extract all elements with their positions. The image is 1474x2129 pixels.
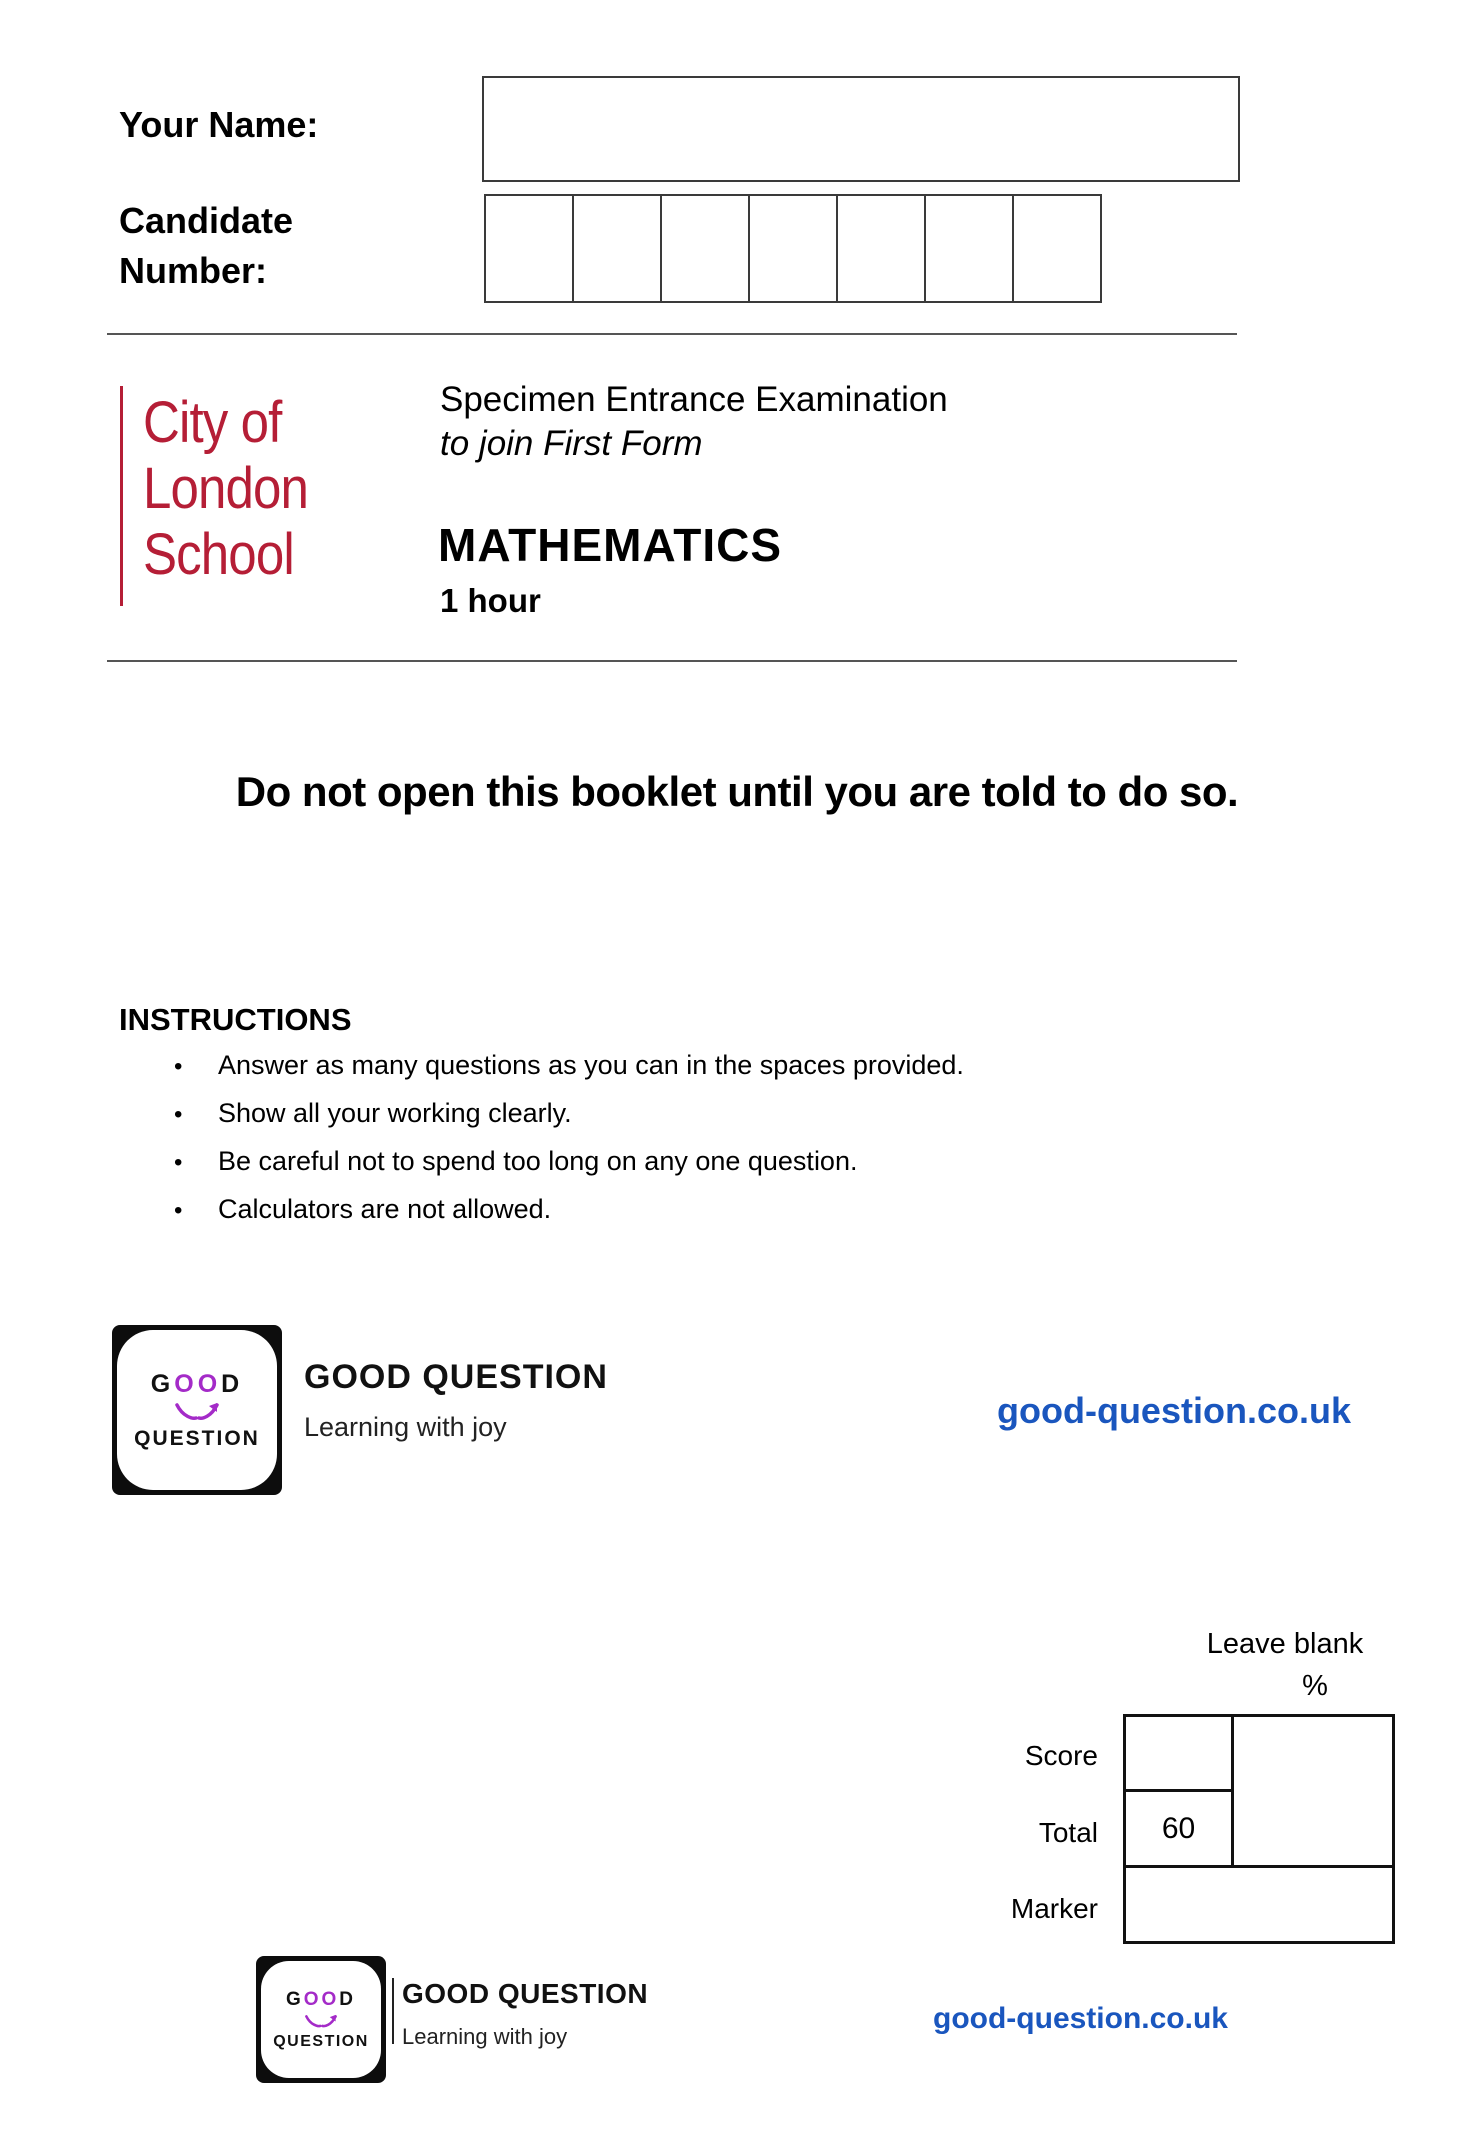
candidate-label-line2: Number:	[119, 250, 268, 291]
bullet-icon: •	[174, 1101, 183, 1128]
exam-title: Specimen Entrance Examination	[440, 380, 948, 419]
instruction-text: Calculators are not allowed.	[218, 1194, 552, 1224]
instruction-item	[174, 1146, 1074, 1177]
school-logo-wordmark	[143, 390, 308, 588]
instruction-text: Show all your working clearly.	[218, 1098, 572, 1128]
leave-blank-label: Leave blank	[1206, 1628, 1364, 1660]
logo-word-good: GOOD	[285, 1988, 357, 2010]
website-link-footer[interactable]: good-question.co.uk	[933, 2002, 1228, 2035]
school-name-line2: London	[143, 456, 309, 521]
good-question-logo-footer	[256, 1956, 386, 2083]
school-name-line1: City of	[143, 390, 282, 455]
good-question-logo-inner	[117, 1330, 277, 1490]
instruction-text: Be careful not to spend too long on any one question.	[218, 1146, 858, 1176]
candidate-number-cell[interactable]	[924, 194, 1014, 303]
percent-value-cell[interactable]	[1231, 1714, 1395, 1868]
candidate-label-line1: Candidate	[119, 200, 294, 241]
candidate-number-cell[interactable]	[572, 194, 662, 303]
logo-word-good: GOOD	[150, 1369, 244, 1398]
exam-subject: MATHEMATICS	[438, 519, 783, 571]
brand-name-footer: GOOD QUESTION	[402, 1978, 649, 2009]
instructions-list	[174, 1050, 1074, 1242]
logo-word-question: QUESTION	[273, 2032, 369, 2050]
divider-top	[107, 333, 1237, 335]
instructions-heading: INSTRUCTIONS	[119, 1002, 352, 1037]
smile-icon	[171, 1401, 223, 1423]
website-link[interactable]: good-question.co.uk	[997, 1390, 1351, 1431]
percent-label: %	[1302, 1670, 1328, 1702]
exam-subtitle: to join First Form	[440, 424, 703, 463]
instruction-item	[174, 1194, 1074, 1225]
bullet-icon: •	[174, 1149, 183, 1176]
smile-icon	[302, 2013, 340, 2030]
bullet-icon: •	[174, 1053, 183, 1080]
school-logo-bar	[120, 386, 123, 606]
candidate-number-label	[119, 196, 293, 296]
do-not-open-notice: Do not open this booklet until you are told to do so.	[235, 768, 1239, 815]
candidate-number-cell[interactable]	[748, 194, 838, 303]
total-value-cell: 60	[1123, 1789, 1234, 1868]
logo-word-question: QUESTION	[134, 1426, 260, 1450]
divider-middle	[107, 660, 1237, 662]
candidate-number-cells	[484, 194, 1102, 303]
footer-logo-divider	[392, 1978, 394, 2044]
candidate-number-cell[interactable]	[484, 194, 574, 303]
candidate-number-cell[interactable]	[660, 194, 750, 303]
marker-value-cell[interactable]	[1123, 1865, 1395, 1944]
score-value-cell[interactable]	[1123, 1714, 1234, 1792]
score-table	[1123, 1714, 1395, 1944]
good-question-logo	[112, 1325, 282, 1495]
candidate-number-cell[interactable]	[1012, 194, 1102, 303]
good-question-logo-inner	[261, 1961, 381, 2078]
brand-tagline: Learning with joy	[304, 1412, 507, 1442]
marker-row-label: Marker	[1010, 1893, 1098, 1924]
instruction-item	[174, 1098, 1074, 1129]
brand-name: GOOD QUESTION	[304, 1358, 608, 1396]
total-row-label: Total	[1038, 1817, 1098, 1848]
school-name-line3: School	[143, 522, 294, 587]
your-name-label: Your Name:	[119, 104, 319, 145]
score-row-label: Score	[1024, 1740, 1098, 1771]
brand-tagline-footer: Learning with joy	[402, 2024, 568, 2049]
instruction-item	[174, 1050, 1074, 1081]
exam-duration: 1 hour	[440, 582, 541, 619]
instruction-text: Answer as many questions as you can in the spaces provided.	[218, 1050, 964, 1080]
name-input-box[interactable]	[482, 76, 1240, 182]
bullet-icon: •	[174, 1197, 183, 1224]
candidate-number-cell[interactable]	[836, 194, 926, 303]
